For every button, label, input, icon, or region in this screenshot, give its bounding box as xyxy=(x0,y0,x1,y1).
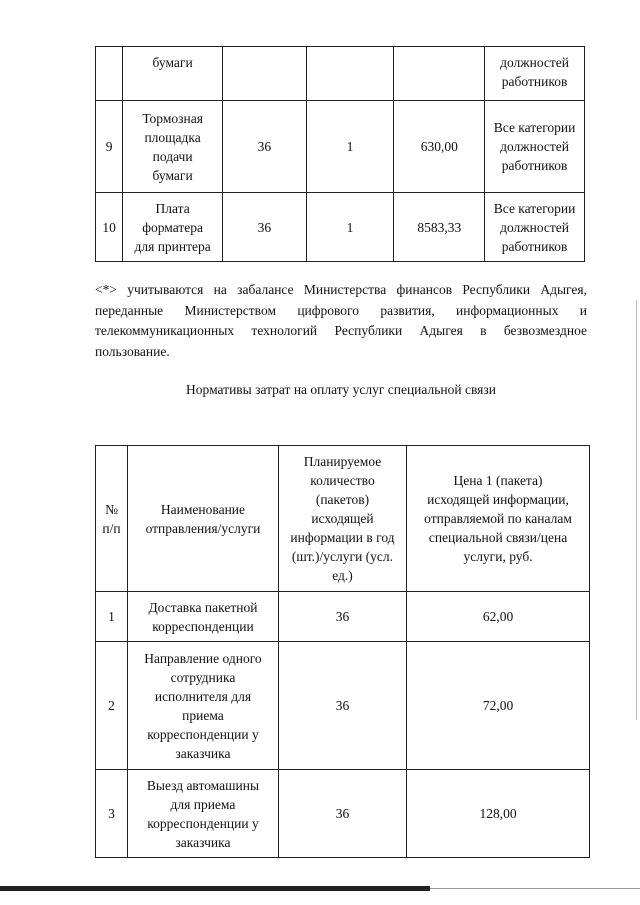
price-cell: 72,00 xyxy=(407,642,590,770)
item-name-line: Плата xyxy=(155,200,190,216)
category-line: работников xyxy=(501,238,568,254)
item-name xyxy=(123,47,223,101)
row-number: 2 xyxy=(96,642,128,770)
price-cell xyxy=(394,47,485,101)
service-name-line: Направление одного xyxy=(144,650,262,666)
header-line: исходящей xyxy=(311,511,374,526)
category-line: Все категории xyxy=(493,200,576,216)
quantity-cell: 36 xyxy=(223,193,307,262)
service-name-line: корреспонденции xyxy=(152,618,254,634)
header-quantity xyxy=(278,446,406,592)
header-line: отправляемой по каналам xyxy=(424,511,572,526)
item-name xyxy=(123,101,223,193)
category-line: работников xyxy=(501,158,568,173)
header-line: (пакетов) xyxy=(315,492,370,507)
item-name-line: для принтера xyxy=(134,238,211,254)
footnote-paragraph: <*> учитываются на забалансе Министерства финансов Республики Адыгея, переданные Министерством цифрового развития, информационных и телекоммуникационных технологий Республики Адыгея в безвозмездное пользование. xyxy=(95,282,587,359)
header-line: № xyxy=(105,501,118,517)
row-number xyxy=(96,47,123,101)
scan-edge-line xyxy=(0,886,430,891)
category-line: должностей xyxy=(500,219,570,235)
header-line: специальной связи/цена xyxy=(428,530,568,545)
service-name xyxy=(128,642,279,770)
item-name-line: площадка xyxy=(144,129,201,145)
item-name-line: подачи xyxy=(152,148,193,164)
service-name-line: заказчика xyxy=(175,834,231,850)
table-header-row xyxy=(96,446,590,592)
service-name xyxy=(128,592,279,642)
row-number: 10 xyxy=(96,193,123,262)
price-cell: 128,00 xyxy=(407,770,590,858)
service-name-line: приема xyxy=(182,707,224,723)
header-name xyxy=(128,446,279,592)
row-number: 9 xyxy=(96,101,123,193)
count-cell xyxy=(306,47,394,101)
header-line: количество xyxy=(310,473,375,488)
price-cell: 630,00 xyxy=(394,101,485,193)
header-line: информации в год xyxy=(290,530,395,545)
hardware-costs-table xyxy=(95,46,585,262)
category-line: работников xyxy=(501,74,568,89)
table-row xyxy=(96,101,585,193)
row-number: 3 xyxy=(96,770,128,858)
header-number xyxy=(96,446,128,592)
category-cell xyxy=(485,193,585,262)
header-line: п/п xyxy=(102,520,121,536)
category-line: Все категории xyxy=(493,120,576,135)
scan-edge-line xyxy=(636,300,637,720)
item-name xyxy=(123,193,223,262)
category-line: должностей xyxy=(500,139,570,154)
item-name-line: бумаги xyxy=(152,167,193,183)
category-cell xyxy=(485,101,585,193)
quantity-cell: 36 xyxy=(223,101,307,193)
table-row xyxy=(96,47,585,101)
service-name-line: исполнителя для xyxy=(154,688,252,704)
service-name-line: сотрудника xyxy=(170,669,236,685)
quantity-cell xyxy=(223,47,307,101)
service-name-line: корреспонденции у xyxy=(147,726,259,742)
header-line: (шт.)/услуги (усл. xyxy=(291,549,394,564)
table-row xyxy=(96,193,585,262)
section-title: Нормативы затрат на оплату услуг специальной связи xyxy=(186,382,496,397)
header-line: отправления/услуги xyxy=(145,520,261,536)
header-line: Наименование xyxy=(160,501,246,517)
header-price xyxy=(407,446,590,592)
service-name-line: Выезд автомашины xyxy=(146,777,260,793)
service-name xyxy=(128,770,279,858)
scan-edge-line xyxy=(430,888,640,889)
item-name-line: бумаги xyxy=(152,55,193,70)
service-name-line: заказчика xyxy=(175,745,231,761)
header-line: Цена 1 (пакета) xyxy=(453,473,543,488)
row-number: 1 xyxy=(96,592,128,642)
item-name-line: Тормозная xyxy=(142,110,203,126)
count-cell: 1 xyxy=(306,193,394,262)
price-cell: 8583,33 xyxy=(394,193,485,262)
quantity-cell: 36 xyxy=(278,592,406,642)
table-row xyxy=(96,592,590,642)
table-row xyxy=(96,642,590,770)
service-name-line: Доставка пакетной xyxy=(148,599,258,615)
header-line: услуги, руб. xyxy=(463,549,533,564)
item-name-line: форматера xyxy=(142,219,204,235)
quantity-cell: 36 xyxy=(278,642,406,770)
price-cell: 62,00 xyxy=(407,592,590,642)
special-communication-costs-table xyxy=(95,445,590,858)
service-name-line: для приема xyxy=(170,796,236,812)
table-row xyxy=(96,770,590,858)
category-cell xyxy=(485,47,585,101)
service-name-line: корреспонденции у xyxy=(147,815,259,831)
count-cell: 1 xyxy=(306,101,394,193)
header-line: ед.) xyxy=(332,568,353,583)
header-line: исходящей информации, xyxy=(427,492,569,507)
category-line: должностей xyxy=(500,55,570,70)
quantity-cell: 36 xyxy=(278,770,406,858)
header-line: Планируемое xyxy=(303,454,382,469)
